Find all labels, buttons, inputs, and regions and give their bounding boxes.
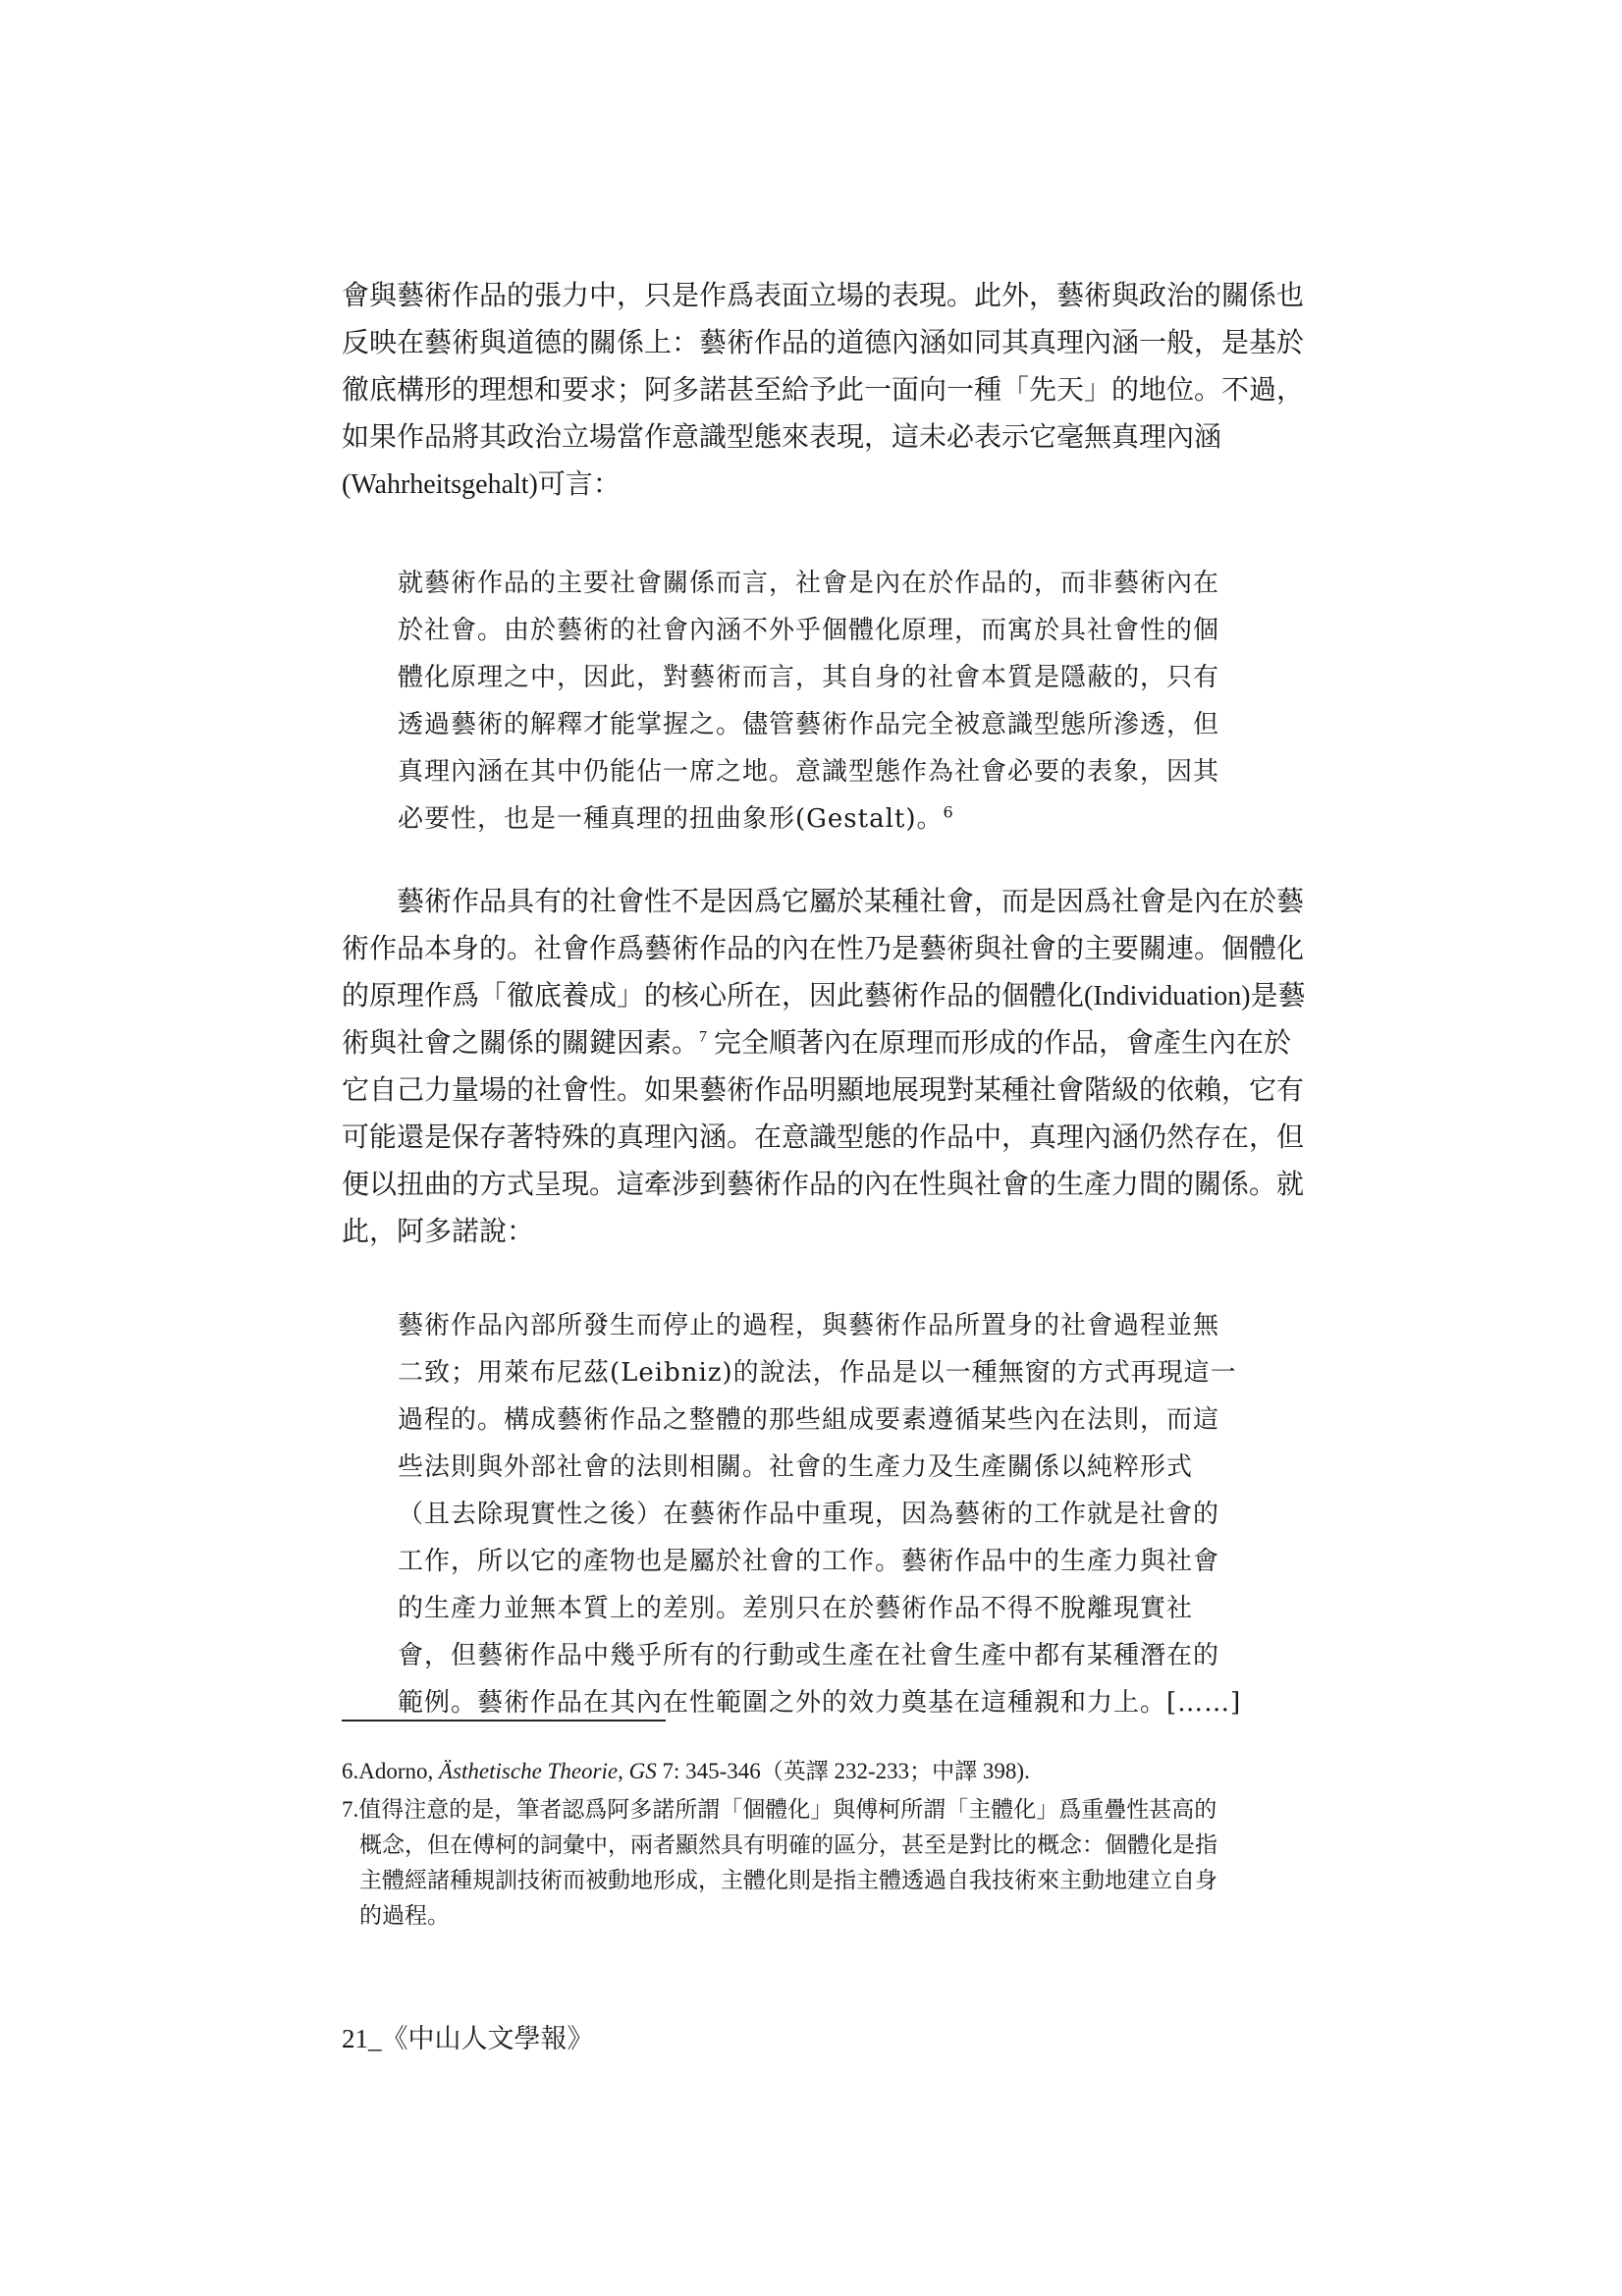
quote-line: 工作，所以它的產物也是屬於社會的工作。藝術作品中的生產力與社會 <box>398 1547 1220 1576</box>
text-segment: 術與社會之關係的關鍵因素。 <box>342 1028 700 1059</box>
quote-line <box>398 795 1244 843</box>
text-line: 反映在藝術與道德的關係上：藝術作品的道德內涵如同其真理內涵一般，是基於 <box>342 328 1305 358</box>
footnote-ref-6[interactable]: 6 <box>943 802 954 822</box>
quote-line: 體化原理之中，因此，對藝術而言，其自身的社會本質是隱蔽的，只有 <box>398 663 1220 692</box>
footnote-6 <box>342 1754 1292 1789</box>
text-line: 此，阿多諾說： <box>342 1217 535 1247</box>
body-paragraph-2 <box>342 879 1306 1256</box>
footnote-7 <box>342 1792 1292 1934</box>
footnote-line: 7.值得注意的是，筆者認爲阿多諾所謂「個體化」與傅柯所謂「主體化」爲重疊性甚高的 <box>342 1797 1217 1822</box>
text-line: (Wahrheitsgehalt)可言： <box>342 469 621 500</box>
text-line: 藝術作品具有的社會性不是因爲它屬於某種社會，而是因爲社會是內在於藝 <box>397 887 1305 917</box>
footnote-line <box>342 1754 1292 1789</box>
quote-line-text: 必要性，也是一種真理的扭曲象形(Gestalt)。 <box>398 804 944 834</box>
quote-line: 的生產力並無本質上的差別。差別只在於藝術作品不得不脫離現實社 <box>398 1594 1194 1623</box>
text-line: 的原理作爲「徹底養成」的核心所在，因此藝術作品的個體化(Individuation)是藝 <box>342 981 1306 1011</box>
quote-line: （且去除現實性之後）在藝術作品中重現，因為藝術的工作就是社會的 <box>398 1500 1220 1529</box>
text-line <box>342 1020 1292 1067</box>
footnote-divider <box>342 1720 666 1722</box>
quote-line: 過程的。構成藝術作品之整體的那些組成要素遵循某些內在法則，而這 <box>398 1405 1220 1435</box>
text-line: 會與藝術作品的張力中，只是作爲表面立場的表現。此外，藝術與政治的關係也 <box>342 281 1305 311</box>
footnote-book-title: Ästhetische Theorie <box>439 1759 619 1783</box>
quote-line: 就藝術作品的主要社會關係而言，社會是內在於作品的，而非藝術內在 <box>398 569 1220 598</box>
quote-line: 真理內涵在其中仍能佔一席之地。意識型態作為社會必要的表象，因其 <box>398 757 1220 787</box>
quote-line: 會，但藝術作品中幾乎所有的行動或生產在社會生產中都有某種潛在的 <box>398 1641 1220 1670</box>
block-quote-1 <box>398 560 1244 843</box>
footnote-ref-7[interactable]: 7 <box>699 1028 708 1046</box>
quote-line: 藝術作品內部所發生而停止的過程，與藝術作品所置身的社會過程並無 <box>398 1311 1220 1340</box>
quote-line: 於社會。由於藝術的社會內涵不外乎個體化原理，而寓於具社會性的個 <box>398 616 1220 645</box>
text-line: 徹底構形的理想和要求；阿多諾甚至給予此一面向一種「先天」的地位。不過， <box>342 375 1305 406</box>
quote-line: 些法則與外部社會的法則相關。社會的生產力及生產關係以純粹形式 <box>398 1452 1194 1482</box>
body-paragraph-1 <box>342 273 1305 509</box>
text-line: 它自己力量場的社會性。如果藝術作品明顯地展現對某種社會階級的依賴，它有 <box>342 1075 1305 1106</box>
footnote-series-abbrev: GS <box>628 1759 657 1783</box>
text-segment: 完全順著內在原理而形成的作品，會產生內在於 <box>714 1028 1292 1059</box>
quote-line: 透過藝術的解釋才能掌握之。儘管藝術作品完全被意識型態所滲透，但 <box>398 710 1220 739</box>
text-line: 便以扭曲的方式呈現。這牽涉到藝術作品的內在性與社會的生產力間的關係。就 <box>342 1170 1305 1200</box>
footnote-line: 的過程。 <box>359 1903 450 1928</box>
text-line: 術作品本身的。社會作爲藝術作品的內在性乃是藝術與社會的主要關連。個體化 <box>342 934 1305 964</box>
footnote-text: 7: 345-346（英譯 232-233；中譯 398). <box>656 1759 1030 1783</box>
quote-line: 範例。藝術作品在其內在性範圍之外的效力奠基在這種親和力上。[……] <box>398 1688 1242 1718</box>
page-footer: 21_《中山人文學報》 <box>342 2024 594 2053</box>
footnote-text: , <box>618 1759 629 1783</box>
footnote-line: 概念，但在傅柯的詞彙中，兩者顯然具有明確的區分，甚至是對比的概念：個體化是指 <box>359 1832 1217 1857</box>
text-line: 可能還是保存著特殊的真理內涵。在意識型態的作品中，真理內涵仍然存在，但 <box>342 1122 1305 1153</box>
footnote-text: 6.Adorno, <box>342 1759 440 1783</box>
block-quote-2 <box>398 1302 1244 1726</box>
quote-line: 二致；用萊布尼茲(Leibniz)的說法，作品是以一種無窗的方式再現這一 <box>398 1358 1237 1388</box>
text-line: 如果作品將其政治立場當作意識型態來表現，這未必表示它毫無真理內涵 <box>342 422 1222 453</box>
footnote-line: 主體經諸種規訓技術而被動地形成，主體化則是指主體透過自我技術來主動地建立自身 <box>359 1868 1217 1892</box>
